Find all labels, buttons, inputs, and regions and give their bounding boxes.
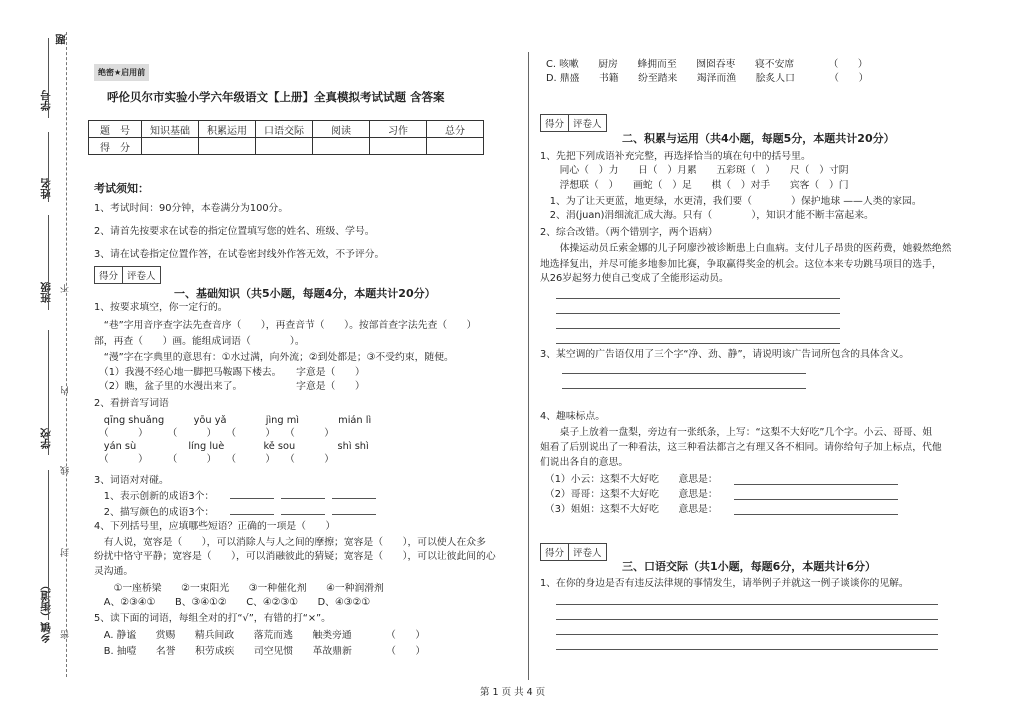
section-1-title: 一、基础知识（共5小题，每题4分，本题共计20分） <box>174 287 436 300</box>
question-option-line: C. 咳嗽 厨房 蜂拥而至 囫囵吞枣 寝不安席 （ ） <box>546 59 868 70</box>
section-3-title: 三、口语交际（共1小题，每题6分，本题共计6分） <box>622 560 876 573</box>
answer-line[interactable] <box>556 649 938 650</box>
answer-line[interactable] <box>562 373 806 374</box>
column-divider <box>528 52 529 680</box>
question-line: 2、描写颜色的成语3个： <box>94 507 215 518</box>
question-line: “巷”字用音序查字法先查音序（ ），再查音节（ ）。按部首查字法先查（ ） <box>94 320 477 331</box>
seal-char: 内 <box>61 386 71 395</box>
grader-box <box>94 266 161 284</box>
grader-reviewer-label: 评卷人 <box>568 115 606 131</box>
question-line: 4、下列括号里，应填哪些短语？正确的一项是（ ） <box>94 521 336 532</box>
answer-blank[interactable] <box>734 484 898 485</box>
score-cell: 积累运用 <box>199 121 256 138</box>
grader-score-label: 得分 <box>99 271 119 282</box>
answer-blank[interactable] <box>332 498 376 499</box>
margin-line <box>48 330 49 455</box>
page-footer: 第 1 页 共 4 页 <box>480 687 546 698</box>
question-line: yán sù líng luè kě sou shì shì <box>94 441 369 452</box>
question-line: （ ） （ ） （ ） （ ） <box>94 454 335 465</box>
notice-item: 1、考试时间：90分钟，本卷满分为100分。 <box>94 203 289 214</box>
score-cell: 题 号 <box>89 121 142 138</box>
question-line: A. 静谧 赏赐 精兵间政 落荒而逃 触类旁通 （ ） <box>94 630 426 641</box>
question-line: 3、词语对对碰。 <box>94 475 169 486</box>
score-input-cell[interactable] <box>199 138 256 155</box>
margin-label-school: 学校 <box>40 428 52 449</box>
grader-score-label: 得分 <box>545 548 565 559</box>
answer-line[interactable] <box>556 634 938 635</box>
question-line: （3）姐姐：这梨不大好吃 意思是： <box>540 504 718 515</box>
question-line: 2、涓(juan)涓细流汇成大海。只有（ ），知识才能不断丰富起来。 <box>540 210 874 221</box>
question-line: 们说出各自的意思。 <box>540 457 629 468</box>
question-line: （ ） （ ） （ ） （ ） <box>94 428 335 439</box>
question-line: B. 抽噎 名誉 积劳成疾 司空见惯 革故鼎新 （ ） <box>94 646 426 657</box>
margin-line <box>48 215 49 310</box>
question-line: （2）哥哥：这梨不大好吃 意思是： <box>540 489 718 500</box>
question-line: A、②③④① B、③④①② C、④②③① D、④③②① <box>94 597 371 608</box>
question-line: 1、先把下列成语补充完整，再选择恰当的填在句中的括号里。 <box>540 151 811 162</box>
question-line: 体操运动员丘索金娜的儿子阿廖沙被诊断患上白血病。支付儿子昂贵的医药费，她毅然绝然 <box>540 243 952 254</box>
score-cell: 知识基础 <box>142 121 199 138</box>
question-line: 纷扰中恪守平静；宽容是（ ），可以消融彼此的猜疑；宽容是（ ），可以让彼此间的心 <box>94 551 496 562</box>
question-line: 部，再查（ ）画。能组成词语（ ）。 <box>94 336 305 347</box>
question-line: “漫”字在字典里的意思有：①水过满，向外流；②到处都是；③不受约束，随便。 <box>94 352 454 363</box>
seal-char: 密 <box>61 630 71 639</box>
question-line: 同心（ ）力 日（ ）月累 五彩斑（ ） 尺（ ）寸阴 <box>540 165 849 176</box>
grader-reviewer-label: 评卷人 <box>122 267 160 283</box>
score-table-score-row <box>89 138 484 155</box>
answer-blank[interactable] <box>734 514 898 515</box>
section-2-title: 二、积累与运用（共4小题，每题5分，本题共计20分） <box>622 132 895 145</box>
answer-line[interactable] <box>556 313 840 314</box>
question-line: （2）瞧，盆子里的水漫出来了。 字意是（ ） <box>94 381 365 392</box>
seal-char: 封 <box>61 548 71 557</box>
score-cell: 阅读 <box>313 121 370 138</box>
confidential-badge: 绝密★启用前 <box>94 64 149 81</box>
notice-item: 3、请在试卷指定位置作答，在试卷密封线外作答无效，不予评分。 <box>94 249 385 260</box>
notice-item: 2、请首先按要求在试卷的指定位置填写您的姓名、班级、学号。 <box>94 226 375 237</box>
score-input-cell[interactable] <box>313 138 370 155</box>
notice-heading: 考试须知： <box>94 182 149 195</box>
question-line: 5、读下面的词语，每组全对的打“√”，有错的打“×”。 <box>94 613 331 624</box>
grader-score-label: 得分 <box>545 119 565 130</box>
margin-label-township: 乡镇（街道） <box>40 580 52 643</box>
question-option-line: D. 鼎盛 书籍 纷至踏来 竭泽而渔 脍炙人口 （ ） <box>546 73 869 84</box>
question-line: 桌子上放着一盘梨，旁边有一张纸条，上写：“这梨不大好吃”几个字。小云、哥哥、姐 <box>540 427 933 438</box>
margin-label-student-id: 学号 <box>40 90 52 111</box>
question-line: （1）我漫不经心地一脚把马鞍踢下楼去。 字意是（ ） <box>94 367 365 378</box>
page-title: 呼伦贝尔市实验小学六年级语文【上册】全真模拟考试试题 含答案 <box>107 90 445 104</box>
question-line: qīng shuǎng yōu yǎ jìng mì mián lì <box>94 415 372 426</box>
answer-blank[interactable] <box>230 498 274 499</box>
score-cell: 得 分 <box>89 138 142 155</box>
score-input-cell[interactable] <box>256 138 313 155</box>
question-line: 从26岁起努力使自己变成了全能形运动员。 <box>540 273 729 284</box>
answer-blank[interactable] <box>332 514 376 515</box>
score-input-cell[interactable] <box>142 138 199 155</box>
grader-reviewer-label: 评卷人 <box>568 544 606 560</box>
seal-dashed-line <box>66 32 67 677</box>
answer-line[interactable] <box>556 619 938 620</box>
grader-box <box>540 543 607 561</box>
answer-blank[interactable] <box>734 499 898 500</box>
answer-line[interactable] <box>556 298 840 299</box>
answer-line[interactable] <box>556 343 840 344</box>
score-input-cell[interactable] <box>370 138 427 155</box>
answer-line[interactable] <box>556 328 840 329</box>
seal-char: 不 <box>61 284 71 293</box>
score-cell: 总分 <box>427 121 484 138</box>
question-line: 有人说，宽容是（ ），可以消除人与人之间的摩擦；宽容是（ ），可以使人在众多 <box>94 537 486 548</box>
score-cell: 口语交际 <box>256 121 313 138</box>
answer-blank[interactable] <box>281 514 325 515</box>
question-line: 3、某空调的广告语仅用了三个字“净、劲、静”，请说明该广告词所包含的具体含义。 <box>540 349 910 360</box>
question-line: 1、表示创新的成语3个： <box>94 491 215 502</box>
question-line: 1、为了让天更蓝，地更绿，水更清，我们要（ ）保护地球 ——人类的家园。 <box>540 196 922 207</box>
grader-box <box>540 114 607 132</box>
question-line: 1、在你的身边是否有违反法律规的事情发生，请举例子并就这一例子谈谈你的见解。 <box>540 578 909 589</box>
answer-blank[interactable] <box>281 498 325 499</box>
margin-label-name: 姓名 <box>40 178 52 199</box>
question-line: 姐看了后别说出了一种看法，这三种看法都言之有理又各不相同。请你给句子加上标点，代他 <box>540 442 942 453</box>
question-line: 浮想联（ ） 画蛇（ ）足 棋（ ）对手 宾客（ ）门 <box>540 180 849 191</box>
margin-line <box>48 132 49 202</box>
question-line: 4、趣味标点。 <box>540 411 606 422</box>
question-line: 地选择复出，并尽可能多地参加比赛，争取赢得奖金的机会。这位本来专功跳马项目的选手， <box>540 259 942 270</box>
question-line: 2、综合改错。（两个错别字，两个语病） <box>540 227 718 238</box>
seal-char: 线 <box>61 466 71 475</box>
score-input-cell[interactable] <box>427 138 484 155</box>
question-line: ①一座桥梁 ②一束阳光 ③一种催化剂 ④一种润滑剂 <box>94 583 384 594</box>
score-table <box>88 120 484 155</box>
answer-line[interactable] <box>562 388 806 389</box>
question-line: 灵沟通。 <box>94 566 134 577</box>
question-line: 2、看拼音写词语 <box>94 398 169 409</box>
score-cell: 习作 <box>370 121 427 138</box>
margin-line <box>48 38 49 118</box>
margin-line <box>48 470 49 620</box>
question-line: （1）小云：这梨不大好吃 意思是： <box>540 474 718 485</box>
margin-top-label: 题 <box>55 34 67 45</box>
answer-blank[interactable] <box>230 514 274 515</box>
question-line: 1、按要求填空，你一定行的。 <box>94 302 228 313</box>
score-table-header-row <box>89 121 484 138</box>
margin-label-class: 班级 <box>40 282 52 303</box>
answer-line[interactable] <box>556 604 938 605</box>
